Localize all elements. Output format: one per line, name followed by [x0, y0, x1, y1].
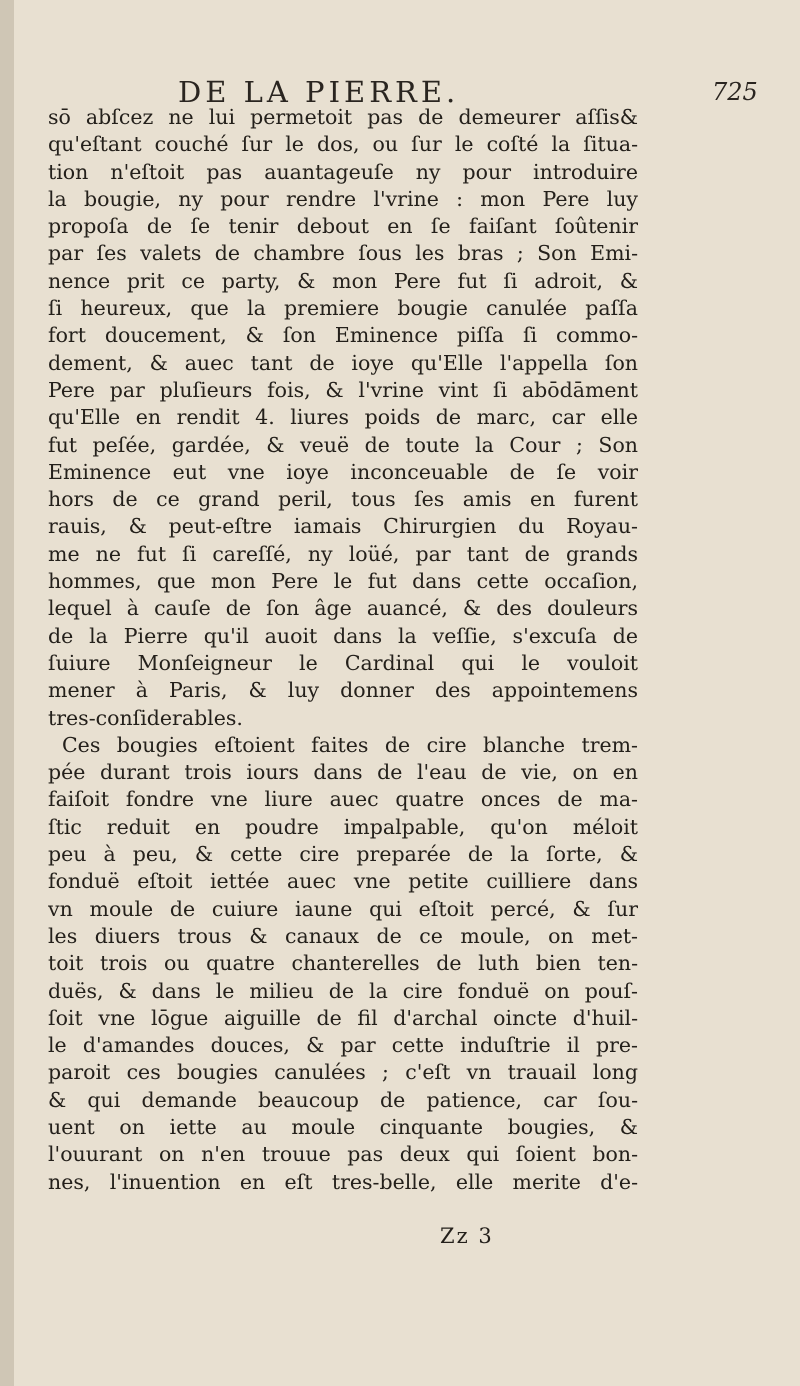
text-line: hors de ce grand peril, tous ſes amis en furent	[48, 487, 638, 512]
text-line: le d'amandes douces, & par cette induſtrie il pre-	[48, 1033, 638, 1058]
text-line: tres-conſiderables.	[48, 705, 243, 730]
text-line: uent on iette au moule cinquante bougies, &	[48, 1114, 638, 1139]
text-line: nes, l'inuention en eſt tres-belle, elle merite d'e-	[48, 1169, 638, 1194]
text-line: par ſes valets de chambre ſous les bras ; Son Emi-	[48, 241, 638, 266]
running-title: DE LA PIERRE.	[178, 75, 460, 109]
text-line: fut peſée, gardée, & veuë de toute la Cour ; Son	[48, 432, 638, 457]
text-line: qu'eſtant couché ſur le dos, ou ſur le coſté la ſitua-	[48, 132, 638, 157]
text-line: vn moule de cuiure iaune qui eſtoit percé, & ſur	[48, 896, 638, 921]
text-line: paroit ces bougies canulées ; c'eſt vn trauail long	[48, 1060, 638, 1085]
text-line: les diuers trous & canaux de ce moule, on met-	[48, 923, 638, 948]
text-line: Eminence eut vne ioye inconceuable de ſe voir	[48, 459, 638, 484]
text-line: peu à peu, & cette cire preparée de la ſorte, &	[48, 842, 638, 867]
body-text	[48, 104, 638, 1196]
text-line: & qui demande beaucoup de patience, car ſou-	[48, 1087, 638, 1112]
text-line: lequel à cauſe de ſon âge auancé, & des douleurs	[48, 596, 638, 621]
text-line: ſi heureux, que la premiere bougie canulée paſſa	[48, 296, 638, 321]
text-line: faiſoit fondre vne liure auec quatre onces de ma-	[48, 787, 638, 812]
text-line: tion n'eſtoit pas auantageuſe ny pour introduire	[48, 159, 638, 184]
text-line: rauis, & peut-eſtre iamais Chirurgien du Royau-	[48, 514, 638, 539]
text-line: duës, & dans le milieu de la cire fonduë on pouſ-	[48, 978, 638, 1003]
page-gutter-edge	[0, 0, 14, 1386]
text-line: toit trois ou quatre chanterelles de luth bien ten-	[48, 951, 638, 976]
text-line: l'ouurant on n'en trouue pas deux qui ſoient bon-	[48, 1142, 638, 1167]
text-line: Ces bougies eſtoient faites de cire blanche trem-	[62, 732, 638, 757]
text-line: la bougie, ny pour rendre l'vrine : mon Pere luy	[48, 186, 638, 211]
page-number: 725	[712, 78, 758, 106]
text-line: ſuiure Monſeigneur le Cardinal qui le vouloit	[48, 650, 638, 675]
text-line: propoſa de ſe tenir debout en ſe faiſant ſoûtenir	[48, 214, 638, 239]
text-line: fort doucement, & ſon Eminence piſſa ſi commo-	[48, 323, 638, 348]
signature-mark: Zz 3	[440, 1224, 494, 1248]
text-line: Pere par pluſieurs fois, & l'vrine vint ſi abōdāment	[48, 377, 638, 402]
text-line: nence prit ce party, & mon Pere fut ſi adroit, &	[48, 268, 638, 293]
text-line: pée durant trois iours dans de l'eau de vie, on en	[48, 760, 638, 785]
text-line: mener à Paris, & luy donner des appointemens	[48, 678, 638, 703]
text-line: qu'Elle en rendit 4. liures poids de marc, car elle	[48, 405, 638, 430]
text-line: me ne fut ſi careſſé, ny loüé, par tant de grands	[48, 541, 638, 566]
text-line: sō abſcez ne lui permetoit pas de demeurer aſſis&	[48, 105, 638, 129]
text-line: ſtic reduit en poudre impalpable, qu'on méloit	[48, 814, 638, 839]
text-line: hommes, que mon Pere le fut dans cette occaſion,	[48, 569, 638, 594]
text-line: fonduë eſtoit iettée auec vne petite cuilliere dans	[48, 869, 638, 894]
text-line: ſoit vne lōgue aiguille de fil d'archal oincte d'huil-	[48, 1005, 638, 1030]
text-line: dement, & auec tant de ioye qu'Elle l'appella ſon	[48, 350, 638, 375]
text-line: de la Pierre qu'il auoit dans la veſſie, s'excuſa de	[48, 623, 638, 648]
